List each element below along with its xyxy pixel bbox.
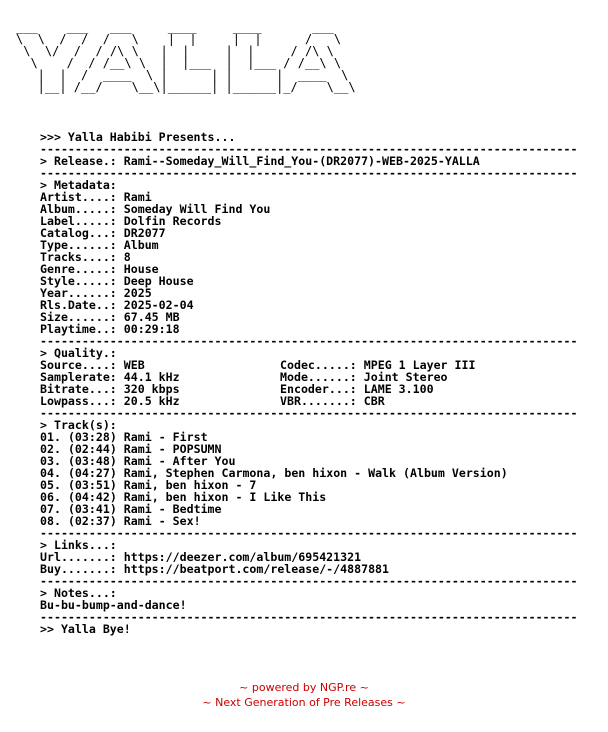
- field-label: Playtime..:: [40, 322, 117, 336]
- track-row: [40, 515, 577, 527]
- field-value: 00:29:18: [123, 322, 180, 336]
- field-value: 67.45 MB: [123, 310, 180, 324]
- field-label: Source....:: [40, 358, 117, 372]
- field-label: Samplerate:: [40, 370, 117, 384]
- field-label: Lowpass...:: [40, 394, 117, 408]
- quality-row: [40, 395, 577, 407]
- field-value: 44.1 kHz: [123, 370, 180, 384]
- track-duration: (03:28): [67, 430, 117, 444]
- divider: -----------------------------------------------------------------------------: [40, 611, 578, 623]
- field-value: Rami: [123, 190, 152, 204]
- track-duration: (02:37): [67, 514, 117, 528]
- field-label: Year......:: [40, 286, 117, 300]
- field-label: Url.......:: [40, 550, 117, 564]
- logo-line: \ \ / / / \ | | | | / \: [16, 32, 342, 46]
- field-value: Album: [123, 238, 159, 252]
- field-label: Bitrate...:: [40, 382, 117, 396]
- notes-header: > Notes...:: [40, 586, 117, 600]
- outro-line: >> Yalla Bye!: [40, 622, 131, 636]
- quality-header: > Quality.:: [40, 346, 117, 360]
- yalla-ascii-logo: [16, 22, 356, 94]
- logo-line: ___ ___ ___ ____ ____ ___: [16, 20, 334, 34]
- field-value: Dolfin Records: [123, 214, 222, 228]
- divider: -----------------------------------------------------------------------------: [40, 407, 578, 419]
- field-label: Type......:: [40, 238, 117, 252]
- track-duration: (03:51): [67, 478, 117, 492]
- logo-line: \ / / /__\ \ | |___ | |___ / /__\ \: [16, 56, 342, 70]
- track-number: 02.: [40, 442, 61, 456]
- track-number: 06.: [40, 490, 61, 504]
- field-label: Album.....:: [40, 202, 117, 216]
- release-name: > Release.: Rami--Someday_Will_Find_You-(DR2077)-WEB-2025-YALLA: [40, 154, 480, 168]
- field-value: Someday Will Find You: [123, 202, 271, 216]
- track-title: Rami - Sex!: [123, 514, 201, 528]
- track-title: Rami - POPSUMN: [123, 442, 222, 456]
- track-title: Rami - After You: [123, 454, 236, 468]
- field-label: Rls.Date..:: [40, 298, 117, 312]
- deezer-link[interactable]: https://deezer.com/album/695421321: [123, 550, 362, 564]
- beatport-link[interactable]: https://beatport.com/release/-/4887881: [123, 562, 390, 576]
- field-label: Style.....:: [40, 274, 117, 288]
- field-label: Size......:: [40, 310, 117, 324]
- field-label: Label.....:: [40, 214, 117, 228]
- field-value: House: [123, 262, 159, 276]
- track-title: Rami, Stephen Carmona, ben hixon - Walk (Album Version): [123, 466, 508, 480]
- field-label: Encoder...:: [280, 382, 357, 396]
- divider: -----------------------------------------------------------------------------: [40, 143, 578, 155]
- field-value: 320 kbps: [123, 382, 180, 396]
- logo-line: |__| /__/ \__\|______| |______|_/ \__\: [16, 80, 356, 94]
- field-label: Mode......:: [280, 370, 357, 384]
- footer-powered-by: ~ powered by NGP.re ~: [239, 681, 369, 694]
- field-value: Joint Stereo: [363, 370, 448, 384]
- track-duration: (04:42): [67, 490, 117, 504]
- field-value: LAME 3.100: [363, 382, 434, 396]
- divider: -----------------------------------------------------------------------------: [40, 167, 578, 179]
- divider: -----------------------------------------------------------------------------: [40, 335, 578, 347]
- footer-tagline: ~ Next Generation of Pre Releases ~: [202, 696, 406, 709]
- quality-col2: [280, 395, 385, 407]
- track-title: Rami, ben hixon - 7: [123, 478, 257, 492]
- link-row-buy: [40, 563, 577, 575]
- divider: -----------------------------------------------------------------------------: [40, 575, 578, 587]
- track-duration: (03:48): [67, 454, 117, 468]
- nfo-document: [40, 131, 577, 635]
- field-value: 2025: [123, 286, 152, 300]
- logo-line: \ \/ / / /\ \ | | | | / /\ \: [16, 44, 334, 58]
- links-header: > Links...:: [40, 538, 117, 552]
- track-number: 07.: [40, 502, 61, 516]
- intro-line: >>> Yalla Habibi Presents...: [40, 130, 236, 144]
- track-title: Rami, ben hixon - I Like This: [123, 490, 327, 504]
- field-label: Codec.....:: [280, 358, 357, 372]
- field-label: Buy.......:: [40, 562, 117, 576]
- track-title: Rami - First: [123, 430, 208, 444]
- field-label: Genre.....:: [40, 262, 117, 276]
- field-value: 2025-02-04: [123, 298, 194, 312]
- metadata-row-playtime: [40, 323, 577, 335]
- field-value: WEB: [123, 358, 145, 372]
- track-duration: (04:27): [67, 466, 117, 480]
- track-number: 03.: [40, 454, 61, 468]
- track-number: 01.: [40, 430, 61, 444]
- field-value: 20.5 kHz: [123, 394, 180, 408]
- field-value: DR2077: [123, 226, 166, 240]
- track-number: 08.: [40, 514, 61, 528]
- divider: -----------------------------------------------------------------------------: [40, 527, 578, 539]
- field-label: VBR.......:: [280, 394, 357, 408]
- tracks-header: > Track(s):: [40, 418, 117, 432]
- metadata-header: > Metadata:: [40, 178, 117, 192]
- field-value: Deep House: [123, 274, 194, 288]
- field-value: 8: [123, 250, 131, 264]
- field-value: CBR: [363, 394, 385, 408]
- logo-line: | | / ____ \ | | | | ____ \: [16, 68, 349, 82]
- field-label: Artist....:: [40, 190, 117, 204]
- footer: [0, 680, 608, 710]
- field-value: MPEG 1 Layer III: [363, 358, 476, 372]
- track-duration: (02:44): [67, 442, 117, 456]
- field-label: Tracks....:: [40, 250, 117, 264]
- track-number: 04.: [40, 466, 61, 480]
- track-title: Rami - Bedtime: [123, 502, 222, 516]
- track-number: 05.: [40, 478, 61, 492]
- track-duration: (03:41): [67, 502, 117, 516]
- field-label: Catalog...:: [40, 226, 117, 240]
- notes-text: Bu-bu-bump-and-dance!: [40, 598, 187, 612]
